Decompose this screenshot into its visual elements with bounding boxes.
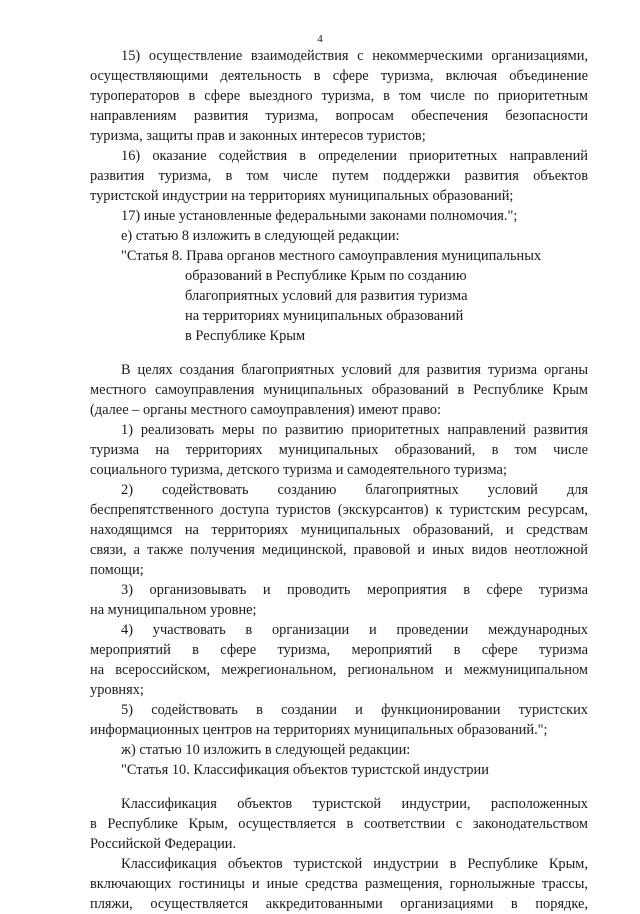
- paragraph-line: туроператоров в сфере выездного туризма, в том числе по приоритетным: [90, 88, 588, 104]
- paragraph-line: информационных центров на территориях муниципальных образований.";: [90, 722, 548, 738]
- paragraph-line: 2) содействовать созданию благоприятных условий для: [121, 482, 588, 498]
- article-heading: "Статья 10. Классификация объектов туристской индустрии: [121, 762, 489, 778]
- amendment-instruction: ж) статью 10 изложить в следующей редакции:: [121, 742, 411, 758]
- paragraph-line: помощи;: [90, 562, 144, 578]
- paragraph-line: 4) участвовать в организации и проведении международных: [121, 622, 588, 638]
- paragraph-line: Классификация объектов туристской индустрии в Республике Крым,: [121, 856, 588, 872]
- paragraph-line: 15) осуществление взаимодействия с некоммерческими организациями,: [121, 48, 588, 64]
- amendment-instruction: е) статью 8 изложить в следующей редакции:: [121, 228, 400, 244]
- paragraph-line: в Республике Крым, осуществляется в соответствии с законодательством: [90, 816, 588, 832]
- article-heading: на территориях муниципальных образований: [185, 308, 464, 324]
- paragraph-line: находящимся на территориях муниципальных образований, и средствам: [90, 522, 588, 538]
- paragraph-line: местного самоуправления муниципальных образований в Республике Крым: [90, 382, 588, 398]
- paragraph-line: мероприятий в сфере туризма, мероприятий в сфере туризма: [90, 642, 588, 658]
- paragraph-line: направлениям развития туризма, вопросам обеспечения безопасности: [90, 108, 588, 124]
- paragraph-line: 17) иные установленные федеральными законами полномочия.";: [121, 208, 518, 224]
- paragraph-line: туристской индустрии на территориях муниципальных образований;: [90, 188, 514, 204]
- paragraph-line: на всероссийском, межрегиональном, региональном и межмуниципальном: [90, 662, 588, 678]
- paragraph-line: пляжи, осуществляется аккредитованными организациями в порядке,: [90, 896, 588, 912]
- paragraph-line: уровнях;: [90, 682, 144, 698]
- paragraph-line: 1) реализовать меры по развитию приоритетных направлений развития: [121, 422, 588, 438]
- paragraph-line: 5) содействовать в создании и функционировании туристских: [121, 702, 588, 718]
- article-heading: благоприятных условий для развития туризма: [185, 288, 468, 304]
- article-heading: образований в Республике Крым по созданию: [185, 268, 467, 284]
- paragraph-line: социального туризма, детского туризма и самодеятельного туризма;: [90, 462, 507, 478]
- paragraph-line: 16) оказание содействия в определении приоритетных направлений: [121, 148, 588, 164]
- paragraph-line: (далее – органы местного самоуправления) имеют право:: [90, 402, 441, 418]
- article-heading: "Статья 8. Права органов местного самоуправления муниципальных: [121, 248, 542, 264]
- paragraph-line: беспрепятственного доступа туристов (экскурсантов) к туристским ресурсам,: [90, 502, 588, 518]
- paragraph-line: Классификация объектов туристской индустрии, расположенных: [121, 796, 588, 812]
- paragraph-line: развития туризма, в том числе путем поддержки развития объектов: [90, 168, 588, 184]
- paragraph-line: на муниципальном уровне;: [90, 602, 257, 618]
- paragraph-line: туризма на территориях муниципальных образований, в том числе: [90, 442, 588, 458]
- paragraph-line: 3) организовывать и проводить мероприятия в сфере туризма: [121, 582, 588, 598]
- paragraph-line: В целях создания благоприятных условий для развития туризма органы: [121, 362, 588, 378]
- paragraph-line: включающих гостиницы и иные средства размещения, горнолыжные трассы,: [90, 876, 588, 892]
- paragraph-line: Российской Федерации.: [90, 836, 237, 852]
- article-heading: в Республике Крым: [185, 328, 306, 344]
- page-number: 4: [317, 33, 323, 45]
- paragraph-line: связи, а также получения медицинской, правовой и иных видов неотложной: [90, 542, 588, 558]
- paragraph-line: осуществляющими деятельность в сфере туризма, включая объединение: [90, 68, 588, 84]
- paragraph-line: туризма, защиты прав и законных интересов туристов;: [90, 128, 426, 144]
